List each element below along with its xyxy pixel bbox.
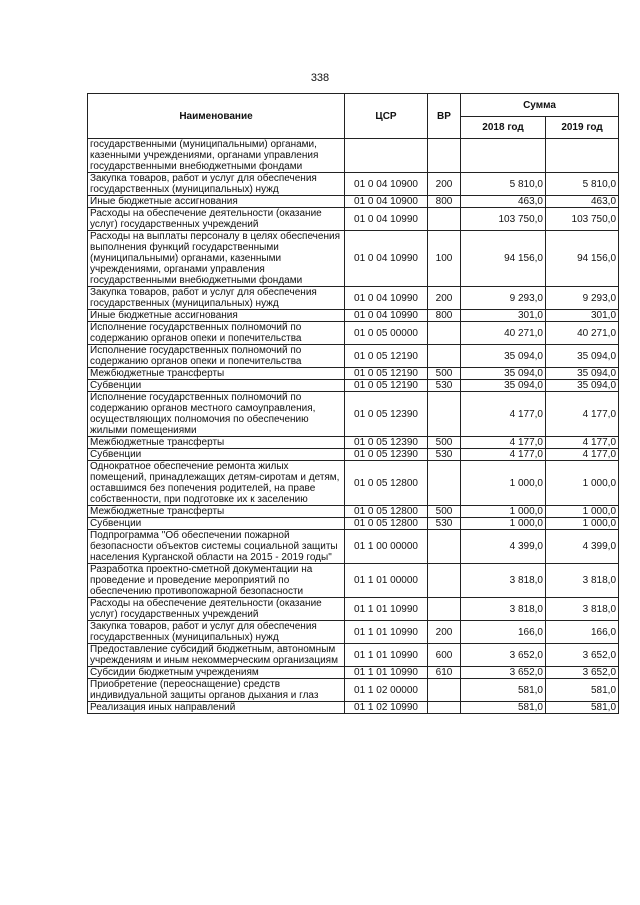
row-sum-2019: 166,0 [546, 621, 619, 644]
row-vr: 530 [428, 449, 461, 461]
row-sum-2019: 581,0 [546, 702, 619, 714]
row-sum-2018: 3 818,0 [461, 598, 546, 621]
row-sum-2018: 581,0 [461, 702, 546, 714]
row-name: Субвенции [88, 449, 345, 461]
row-sum-2018: 1 000,0 [461, 518, 546, 530]
row-csr: 01 1 02 00000 [345, 679, 428, 702]
budget-table [87, 93, 619, 714]
row-name: Реализация иных направлений [88, 702, 345, 714]
table-row [88, 310, 619, 322]
row-name: Расходы на обеспечение деятельности (оказание услуг) государственных учреждений [88, 598, 345, 621]
row-vr: 800 [428, 196, 461, 208]
row-sum-2019: 35 094,0 [546, 345, 619, 368]
header-csr: ЦСР [345, 94, 428, 139]
row-vr [428, 530, 461, 564]
row-sum-2018: 103 750,0 [461, 208, 546, 231]
table-row [88, 506, 619, 518]
row-name: Закупка товаров, работ и услуг для обеспечения государственных (муниципальных) нужд [88, 173, 345, 196]
row-sum-2019: 4 177,0 [546, 449, 619, 461]
row-vr: 610 [428, 667, 461, 679]
row-sum-2018: 4 177,0 [461, 437, 546, 449]
row-sum-2018: 94 156,0 [461, 231, 546, 287]
row-sum-2019: 94 156,0 [546, 231, 619, 287]
row-csr: 01 0 05 12390 [345, 449, 428, 461]
table-row [88, 679, 619, 702]
row-sum-2018: 5 810,0 [461, 173, 546, 196]
row-vr: 200 [428, 173, 461, 196]
row-sum-2018: 35 094,0 [461, 345, 546, 368]
row-sum-2019: 463,0 [546, 196, 619, 208]
row-csr: 01 1 01 10990 [345, 644, 428, 667]
row-csr: 01 0 04 10900 [345, 173, 428, 196]
row-sum-2018: 4 399,0 [461, 530, 546, 564]
row-name: Предоставление субсидий бюджетным, автономным учреждениям и иным некоммерческим организациям [88, 644, 345, 667]
row-name: Подпрограмма "Об обеспечении пожарной безопасности объектов системы социальной защиты населения Курганской области на 2015 - 2019 годы" [88, 530, 345, 564]
table-row [88, 449, 619, 461]
row-sum-2018: 40 271,0 [461, 322, 546, 345]
row-sum-2018: 581,0 [461, 679, 546, 702]
row-sum-2019: 1 000,0 [546, 506, 619, 518]
row-sum-2019: 4 399,0 [546, 530, 619, 564]
row-name: Субвенции [88, 380, 345, 392]
table-row [88, 621, 619, 644]
row-csr: 01 1 00 00000 [345, 530, 428, 564]
row-vr: 200 [428, 287, 461, 310]
table-row [88, 380, 619, 392]
row-csr: 01 1 01 10990 [345, 598, 428, 621]
row-sum-2018: 4 177,0 [461, 449, 546, 461]
row-sum-2018: 35 094,0 [461, 368, 546, 380]
row-csr: 01 0 05 12190 [345, 368, 428, 380]
table-row [88, 345, 619, 368]
row-sum-2018: 3 818,0 [461, 564, 546, 598]
row-vr: 600 [428, 644, 461, 667]
row-vr [428, 322, 461, 345]
row-sum-2018 [461, 139, 546, 173]
header-vr: ВР [428, 94, 461, 139]
row-csr: 01 0 04 10990 [345, 287, 428, 310]
row-sum-2019: 581,0 [546, 679, 619, 702]
row-name: Закупка товаров, работ и услуг для обеспечения государственных (муниципальных) нужд [88, 621, 345, 644]
row-sum-2019: 3 652,0 [546, 667, 619, 679]
row-sum-2018: 301,0 [461, 310, 546, 322]
table-row [88, 196, 619, 208]
table-body [88, 139, 619, 714]
row-sum-2018: 463,0 [461, 196, 546, 208]
row-sum-2019: 3 652,0 [546, 644, 619, 667]
table-row [88, 518, 619, 530]
row-sum-2018: 35 094,0 [461, 380, 546, 392]
row-name: Исполнение государственных полномочий по содержанию органов опеки и попечительства [88, 345, 345, 368]
row-sum-2019: 3 818,0 [546, 564, 619, 598]
header-name: Наименование [88, 94, 345, 139]
row-vr [428, 598, 461, 621]
row-csr: 01 1 02 10990 [345, 702, 428, 714]
row-sum-2019 [546, 139, 619, 173]
row-sum-2019: 40 271,0 [546, 322, 619, 345]
row-csr: 01 0 04 10900 [345, 196, 428, 208]
table-row [88, 598, 619, 621]
row-sum-2019: 5 810,0 [546, 173, 619, 196]
table-row [88, 667, 619, 679]
table-row [88, 530, 619, 564]
row-sum-2019: 103 750,0 [546, 208, 619, 231]
row-sum-2019: 35 094,0 [546, 368, 619, 380]
row-sum-2019: 1 000,0 [546, 518, 619, 530]
row-vr: 530 [428, 518, 461, 530]
header-2018: 2018 год [461, 117, 546, 139]
row-name: государственными (муниципальными) органами, казенными учреждениями, органами управления государственными внебюджетными фондами [88, 139, 345, 173]
row-name: Закупка товаров, работ и услуг для обеспечения государственных (муниципальных) нужд [88, 287, 345, 310]
row-csr: 01 0 04 10990 [345, 310, 428, 322]
row-name: Расходы на выплаты персоналу в целях обеспечения выполнения функций государственными (муниципальными) органами, казенными учреждениями, органами управления государственными внебюджетными фондами [88, 231, 345, 287]
row-csr: 01 0 05 12190 [345, 380, 428, 392]
table-row [88, 287, 619, 310]
row-vr [428, 208, 461, 231]
row-csr: 01 0 05 12800 [345, 506, 428, 518]
row-csr: 01 0 05 12800 [345, 518, 428, 530]
row-name: Расходы на обеспечение деятельности (оказание услуг) государственных учреждений [88, 208, 345, 231]
table-row [88, 392, 619, 437]
row-name: Субвенции [88, 518, 345, 530]
row-name: Межбюджетные трансферты [88, 368, 345, 380]
row-csr: 01 0 05 12800 [345, 461, 428, 506]
row-sum-2018: 3 652,0 [461, 667, 546, 679]
row-sum-2019: 301,0 [546, 310, 619, 322]
row-name: Разработка проектно-сметной документации на проведение и проведение мероприятий по обеспечению противопожарной безопасности [88, 564, 345, 598]
row-vr: 100 [428, 231, 461, 287]
row-sum-2018: 1 000,0 [461, 461, 546, 506]
row-sum-2019: 9 293,0 [546, 287, 619, 310]
row-name: Однократное обеспечение ремонта жилых помещений, принадлежащих детям-сиротам и детям, оставшимся без попечения родителей, на праве собственности, при подготовке их к заселению [88, 461, 345, 506]
table-row [88, 644, 619, 667]
row-sum-2019: 35 094,0 [546, 380, 619, 392]
table-row [88, 139, 619, 173]
table-row [88, 231, 619, 287]
row-sum-2019: 4 177,0 [546, 392, 619, 437]
row-vr: 200 [428, 621, 461, 644]
row-vr [428, 461, 461, 506]
table-row [88, 461, 619, 506]
row-sum-2019: 3 818,0 [546, 598, 619, 621]
row-sum-2018: 4 177,0 [461, 392, 546, 437]
row-vr: 530 [428, 380, 461, 392]
row-sum-2018: 1 000,0 [461, 506, 546, 518]
row-vr [428, 392, 461, 437]
table-row [88, 564, 619, 598]
row-name: Межбюджетные трансферты [88, 437, 345, 449]
row-csr: 01 0 05 00000 [345, 322, 428, 345]
row-csr: 01 0 04 10990 [345, 231, 428, 287]
row-csr: 01 0 04 10990 [345, 208, 428, 231]
row-vr [428, 702, 461, 714]
row-sum-2019: 4 177,0 [546, 437, 619, 449]
row-csr: 01 1 01 10990 [345, 621, 428, 644]
table-row [88, 702, 619, 714]
table-row [88, 437, 619, 449]
table-row [88, 368, 619, 380]
row-name: Исполнение государственных полномочий по содержанию органов местного самоуправления, осуществляющих полномочия по обеспечению жилыми помещениями [88, 392, 345, 437]
row-vr [428, 679, 461, 702]
row-vr: 500 [428, 437, 461, 449]
row-sum-2019: 1 000,0 [546, 461, 619, 506]
row-sum-2018: 166,0 [461, 621, 546, 644]
table-row [88, 208, 619, 231]
row-vr: 800 [428, 310, 461, 322]
row-name: Иные бюджетные ассигнования [88, 196, 345, 208]
row-csr: 01 0 05 12390 [345, 437, 428, 449]
table-row [88, 322, 619, 345]
row-vr [428, 345, 461, 368]
row-vr: 500 [428, 506, 461, 518]
page-number: 338 [310, 72, 330, 84]
row-name: Приобретение (переоснащение) средств индивидуальной защиты органов дыхания и глаз [88, 679, 345, 702]
row-name: Межбюджетные трансферты [88, 506, 345, 518]
header-sum: Сумма [461, 94, 619, 117]
row-csr: 01 1 01 10990 [345, 667, 428, 679]
row-vr [428, 139, 461, 173]
row-name: Иные бюджетные ассигнования [88, 310, 345, 322]
row-vr [428, 564, 461, 598]
header-2019: 2019 год [546, 117, 619, 139]
row-sum-2018: 3 652,0 [461, 644, 546, 667]
row-name: Субсидии бюджетным учреждениям [88, 667, 345, 679]
row-csr: 01 0 05 12390 [345, 392, 428, 437]
row-vr: 500 [428, 368, 461, 380]
row-csr: 01 0 05 12190 [345, 345, 428, 368]
row-csr: 01 1 01 00000 [345, 564, 428, 598]
table-row [88, 173, 619, 196]
row-csr [345, 139, 428, 173]
row-sum-2018: 9 293,0 [461, 287, 546, 310]
row-name: Исполнение государственных полномочий по содержанию органов опеки и попечительства [88, 322, 345, 345]
